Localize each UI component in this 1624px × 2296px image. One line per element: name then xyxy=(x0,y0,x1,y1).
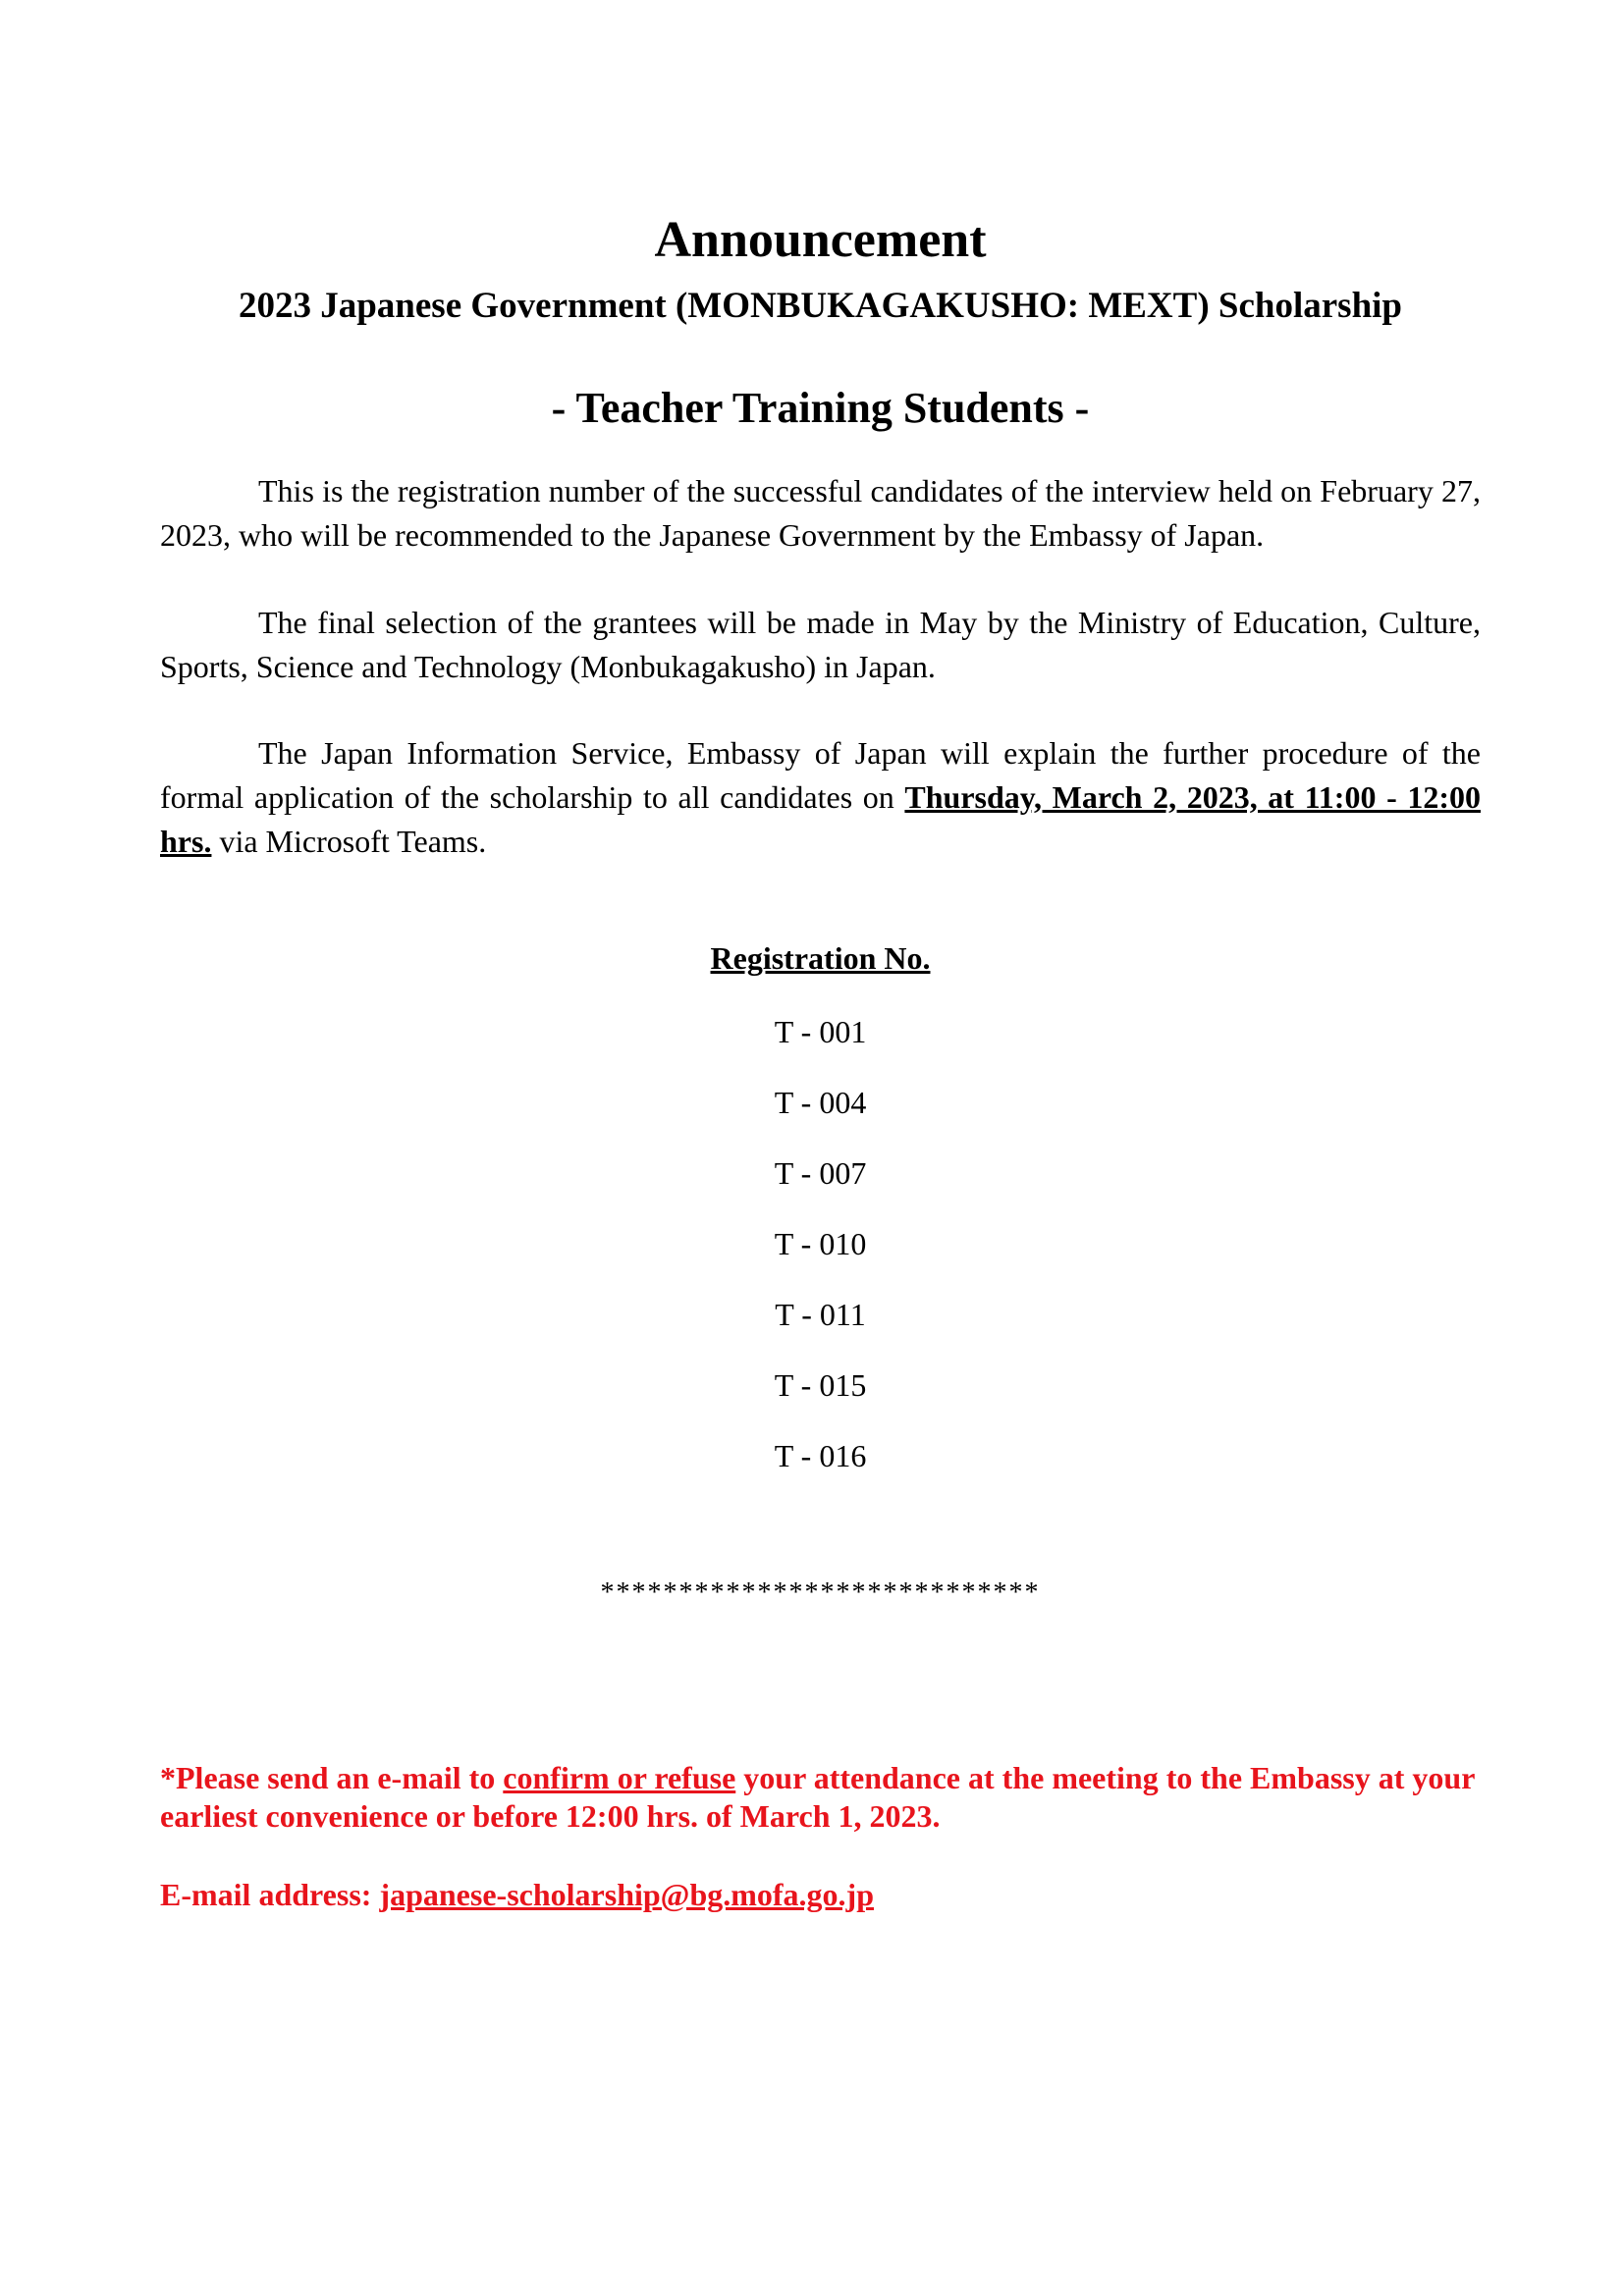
list-item: T - 007 xyxy=(774,1155,867,1191)
notice-emphasis: confirm or refuse xyxy=(503,1760,736,1795)
notice-text: *Please send an e-mail to xyxy=(160,1760,504,1795)
paragraph-final-selection: The final selection of the grantees will be made in May by the Ministry of Education, Culture, Sports, Science and Technology (Monbukagakusho) in Japan. xyxy=(160,605,1481,684)
procedure-text: The Japan Information Service, Embassy of Japan will explain the further procedure of the formal application of the scholarship to all candidates on xyxy=(160,735,1481,815)
email-link[interactable]: japanese-scholarship@bg.mofa.go.jp xyxy=(379,1877,874,1912)
notice-text-end: your attendance at the meeting to the Embassy at your earliest convenience or before 12:00 hrs. of March 1, 2023. xyxy=(160,1760,1475,1834)
list-item: T - 001 xyxy=(774,1014,867,1049)
list-item: T - 011 xyxy=(775,1297,866,1332)
email-line xyxy=(160,1875,1481,1914)
separator: **************************** xyxy=(600,1577,1041,1608)
registration-list xyxy=(160,1011,1481,1506)
list-item: T - 015 xyxy=(774,1367,867,1403)
paragraph-results: This is the registration number of the successful candidates of the interview held on February 27, 2023, who will be recommended to the Japanese Government by the Embassy of Japan. xyxy=(160,473,1481,553)
meeting-datetime: Thursday, March 2, 2023, at 11:00 - 12:00 hrs. xyxy=(160,779,1482,859)
procedure-text-end: via Microsoft Teams. xyxy=(211,824,487,859)
section-heading: - Teacher Training Students - xyxy=(551,384,1090,432)
list-item: T - 016 xyxy=(774,1438,867,1473)
list-item: T - 010 xyxy=(774,1226,867,1261)
page-title: Announcement xyxy=(654,212,987,268)
list-item: T - 004 xyxy=(774,1085,867,1120)
email-label: E-mail address: xyxy=(160,1877,380,1912)
scholarship-subtitle: 2023 Japanese Government (MONBUKAGAKUSHO: MEXT) Scholarship xyxy=(238,286,1403,326)
paragraph-procedure xyxy=(160,731,1481,864)
attendance-notice xyxy=(160,1759,1481,1836)
registration-heading: Registration No. xyxy=(710,940,931,976)
